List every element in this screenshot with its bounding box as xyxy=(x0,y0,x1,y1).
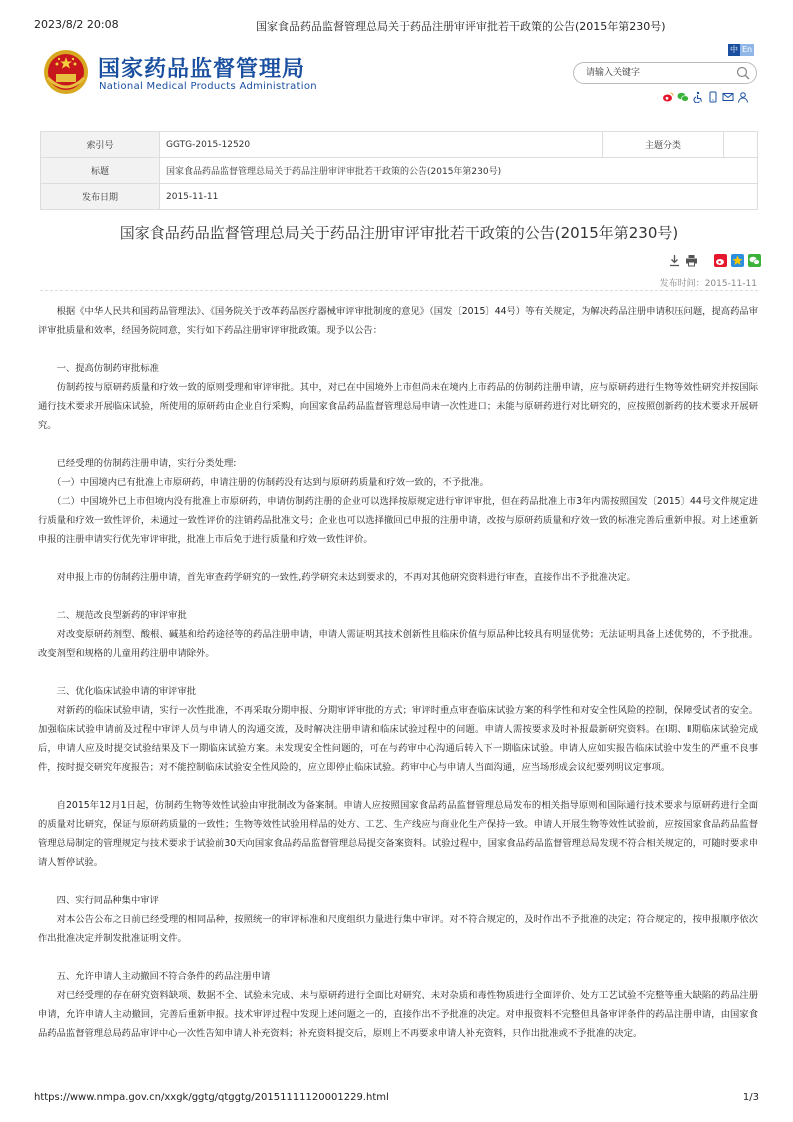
print-icon[interactable] xyxy=(685,252,698,265)
index-label: 索引号 xyxy=(41,132,160,158)
page-url: https://www.nmpa.gov.cn/xxgk/ggtg/qtggtg/20151111120001229.html xyxy=(34,1092,389,1103)
download-icon[interactable] xyxy=(668,252,681,265)
search-input[interactable] xyxy=(586,67,726,79)
publish-date-label: 发布时间： xyxy=(659,279,705,289)
accessibility-icon[interactable] xyxy=(692,88,704,100)
paragraph: 对新药的临床试验申请，实行一次性批准，不再采取分期申报、分期审评审批的方式；审评时重点审查临床试验方案的科学性和对安全性风险的控制，保障受试者的安全。加强临床试验申请前及过程中审评人员与申请人的沟通交流，及时解决注册申请和临床试验过程中的问题。申请人需按要求及时补报最新研究资料。在Ⅰ期、Ⅱ期临床试验完成后，申请人应及时提交试验结果及下一期临床试验方案。未发现安全性问题的，可在与药审中心沟通后转入下一期临床试验。申请人应如实报告临床试验中发生的严重不良事件，按时提交研究年度报告；对不能控制临床试验安全性风险的，应立即停止临床试验。药审中心与申请人当面沟通，应当场形成会议纪要列明议定事项。 xyxy=(38,705,758,773)
title-value: 国家食品药品监督管理总局关于药品注册审评审批若干政策的公告(2015年第230号) xyxy=(160,158,758,184)
section-heading: 三、优化临床试验申请的审评审批 xyxy=(56,686,197,697)
wechat-icon[interactable] xyxy=(677,88,689,100)
site-name-en[interactable]: National Medical Products Administration xyxy=(99,81,317,92)
section-heading: 四、实行同品种集中审评 xyxy=(56,895,159,906)
paragraph: 对已经受理的存在研究资料缺项、数据不全、试验未完成、未与原研药进行全面比对研究、未对杂质和毒性物质进行全面评价、处方工艺试验不完整等重大缺陷的药品注册申请，允许申请人主动撤回，完善后重新申报。技术审评过程中发现上述问题之一的，直接作出不予批准的决定。对申报资料不完整但具备审评条件的药品注册申请，由国家食品药品监督管理总局药品审评中心一次性告知申请人补充资料；补充资料提交后，原则上不再要求申请人补充资料，只作出批准或不予批准的决定。 xyxy=(38,990,758,1039)
mail-icon[interactable] xyxy=(722,88,734,100)
index-value: GGTG-2015-12520 xyxy=(160,132,603,158)
tool-separator xyxy=(702,252,710,265)
mobile-icon[interactable] xyxy=(707,88,719,100)
search-icon[interactable] xyxy=(736,66,750,80)
paragraph: 对本公告公布之日前已经受理的相同品种，按照统一的审评标准和尺度组织力量进行集中审评。对不符合规定的，及时作出不予批准的决定；符合规定的，按申报顺序依次作出批准决定并制发批准证明文件。 xyxy=(38,914,758,944)
paragraph: （一）中国境内已有批准上市原研药，申请注册的仿制药没有达到与原研药质量和疗效一致的，不予批准。 xyxy=(51,477,489,488)
table-row xyxy=(41,184,758,210)
top-icon-bar xyxy=(662,88,749,100)
section-heading: 二、规范改良型新药的审评审批 xyxy=(56,610,187,621)
date-label: 发布日期 xyxy=(41,184,160,210)
page-number: 1/3 xyxy=(742,1092,759,1103)
paragraph: 自2015年12月1日起，仿制药生物等效性试验由审批制改为备案制。申请人应按照国家食品药品监督管理总局发布的相关指导原则和国际通行技术要求与原研药进行全面的质量对比研究，保证与原研药质量的一致性；生物等效性试验用样品的处方、工艺、生产线应与商业化生产保持一致。申请人开展生物等效性试验前，应按国家食品药品监督管理总局制定的管理规定与技术要求于试验前30天向国家食品药品监督管理总局提交备案资料。试验过程中，国家食品药品监督管理总局发现不符合相关规定的，可随时要求申请人暂停试验。 xyxy=(38,800,758,868)
date-value: 2015-11-11 xyxy=(160,184,758,210)
paragraph: 已经受理的仿制药注册申请，实行分类处理: xyxy=(56,458,237,469)
title-label: 标题 xyxy=(41,158,160,184)
article-tools xyxy=(668,252,761,265)
category-label: 主题分类 xyxy=(602,132,723,158)
language-switch xyxy=(728,44,754,56)
lang-en-button[interactable]: En xyxy=(742,45,753,54)
qzone-share-icon[interactable] xyxy=(731,252,744,265)
table-row xyxy=(41,132,758,158)
weibo-share-icon[interactable] xyxy=(714,252,727,265)
site-name-cn[interactable]: 国家药品监督管理局 xyxy=(98,57,306,82)
publish-date-value: 2015-11-11 xyxy=(704,279,757,289)
category-value xyxy=(723,132,757,158)
paragraph: （二）中国境外已上市但境内没有批准上市原研药，申请仿制药注册的企业可以选择按原规定进行审评审批，但在药品批准上市3年内需按照国发〔2015〕44号文件规定进行质量和疗效一致性评价，未通过一致性评价的注销药品批准文号；企业也可以选择撤回已申报的注册申请，改按与原研药质量和疗效一致的标准完善后重新申报。对上述重新申报的注册申请实行优先审评审批，批准上市后免于进行质量和疗效一致性评价。 xyxy=(38,496,758,545)
search-box xyxy=(573,62,757,84)
paragraph: 根据《中华人民共和国药品管理法》、《国务院关于改革药品医疗器械审评审批制度的意见》（国发〔2015〕44号）等有关规定，为解决药品注册申请积压问题，提高药品审评审批质量和效率，经国务院同意，实行如下药品注册审评审批政策。现予以公告： xyxy=(38,306,758,336)
title-divider xyxy=(40,290,758,291)
user-icon[interactable] xyxy=(737,88,749,100)
article-meta-table xyxy=(40,131,758,210)
publish-date xyxy=(660,276,757,289)
print-datetime: 2023/8/2 20:08 xyxy=(34,18,119,31)
section-heading: 一、提高仿制药审批标准 xyxy=(56,363,159,374)
article-body xyxy=(38,302,758,1043)
table-row xyxy=(41,158,758,184)
weibo-icon[interactable] xyxy=(662,88,674,100)
section-heading: 五、允许申请人主动撤回不符合条件的药品注册申请 xyxy=(56,971,271,982)
paragraph: 对改变原研药剂型、酸根、碱基和给药途径等的药品注册申请，申请人需证明其技术创新性且临床价值与原品种比较具有明显优势；无法证明具备上述优势的，不予批准。改变剂型和规格的儿童用药注册申请除外。 xyxy=(38,629,758,659)
wechat-share-icon[interactable] xyxy=(748,252,761,265)
national-emblem-icon[interactable] xyxy=(42,48,90,96)
paragraph: 对申报上市的仿制药注册申请，首先审查药学研究的一致性,药学研究未达到要求的，不再对其他研究资料进行审查，直接作出不予批准决定。 xyxy=(56,572,636,583)
lang-cn-button[interactable]: 中 xyxy=(730,45,738,54)
paragraph: 仿制药按与原研药质量和疗效一致的原则受理和审评审批。其中，对已在中国境外上市但尚未在境内上市药品的仿制药注册申请，应与原研药进行生物等效性研究并按国际通行技术要求开展临床试验，所使用的原研药由企业自行采购，向国家食品药品监督管理总局申请一次性进口；未能与原研药进行对比研究的，应按照创新药的技术要求开展研究。 xyxy=(38,382,758,431)
article-title: 国家食品药品监督管理总局关于药品注册审评审批若干政策的公告(2015年第230号) xyxy=(119,224,679,242)
print-page-title: 国家食品药品监督管理总局关于药品注册审评审批若干政策的公告(2015年第230号) xyxy=(256,20,666,33)
